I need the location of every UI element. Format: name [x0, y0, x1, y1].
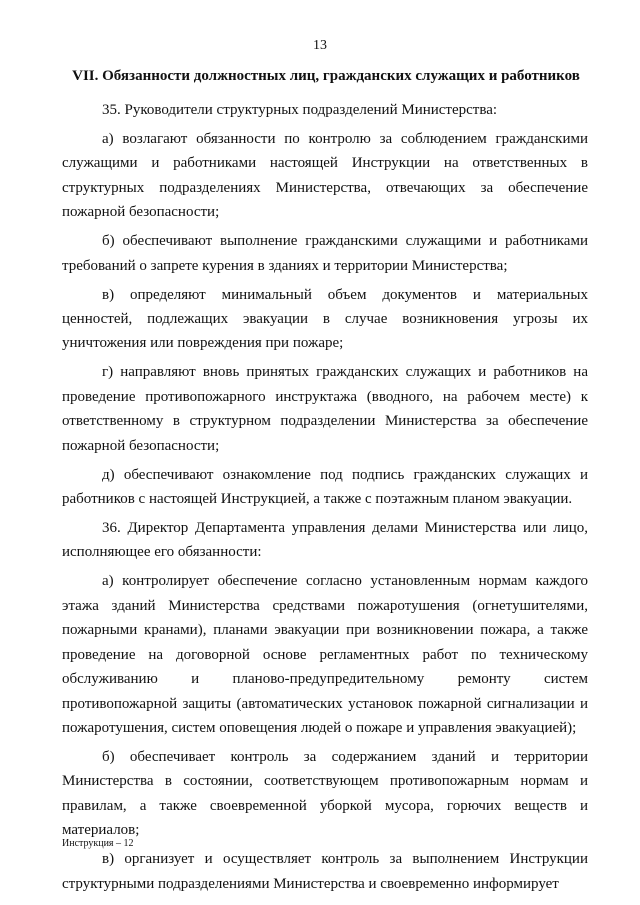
section-heading: VII. Обязанности должностных лиц, гражданских служащих и работников [72, 68, 580, 84]
footer-label: Инструкция – 12 [62, 838, 134, 849]
paragraph-36-b: б) обеспечивает контроль за содержанием зданий и территории Министерства в состоянии, соответствующем противопожарным нормам и правилам, а также своевременной уборкой мусора, горючих веществ и материалов; [62, 748, 588, 839]
paragraph-35-d: д) обеспечивают ознакомление под подпись гражданских служащих и работников с настоящей Инструкцией, а также с поэтажным планом эвакуации. [62, 466, 588, 508]
paragraph-35-a: а) возлагают обязанности по контролю за соблюдением гражданскими служащими и работниками настоящей Инструкции на ответственных в структурных подразделениях Министерства, отвечающих за обеспечение пожарной безопасности; [62, 131, 588, 221]
paragraph-36: 36. Директор Департамента управления делами Министерства или лицо, исполняющее его обязанности: [62, 520, 588, 561]
paragraph-36-v: в) организует и осуществляет контроль за выполнением Инструкции структурными подразделениями Министерства и своевременно информирует [62, 851, 588, 892]
page-number: 13 [313, 38, 327, 53]
paragraph-35: 35. Руководители структурных подразделений Министерства: [102, 102, 498, 118]
paragraph-36-a: а) контролирует обеспечение согласно установленным нормам каждого этажа зданий Министерства средствами пожаротушения (огнетушителями, пожарными кранами), планами эвакуации при возникновении пожара, а также проведение на договорной основе регламентных работ по техническому обслуживанию и планово-предупредительному ремонту систем противопожарной защиты (автоматических установок пожарной сигнализации и пожаротушения, систем оповещения людей о пожаре и управления эвакуацией); [62, 573, 588, 736]
body-text [62, 98, 588, 901]
paragraph-35-v: в) определяют минимальный объем документов и материальных ценностей, подлежащих эвакуации в случае возникновения угрозы их уничтожения или повреждения при пожаре; [62, 286, 588, 352]
paragraph-35-b: б) обеспечивают выполнение гражданскими служащими и работниками требований о запрете курения в зданиях и территории Министерства; [62, 233, 588, 274]
paragraph-35-g: г) направляют вновь принятых гражданских служащих и работников на проведение противопожарного инструктажа (вводного, на рабочем месте) к ответственному в структурном подразделении Министерства за обеспечение пожарной безопасности; [62, 364, 588, 454]
